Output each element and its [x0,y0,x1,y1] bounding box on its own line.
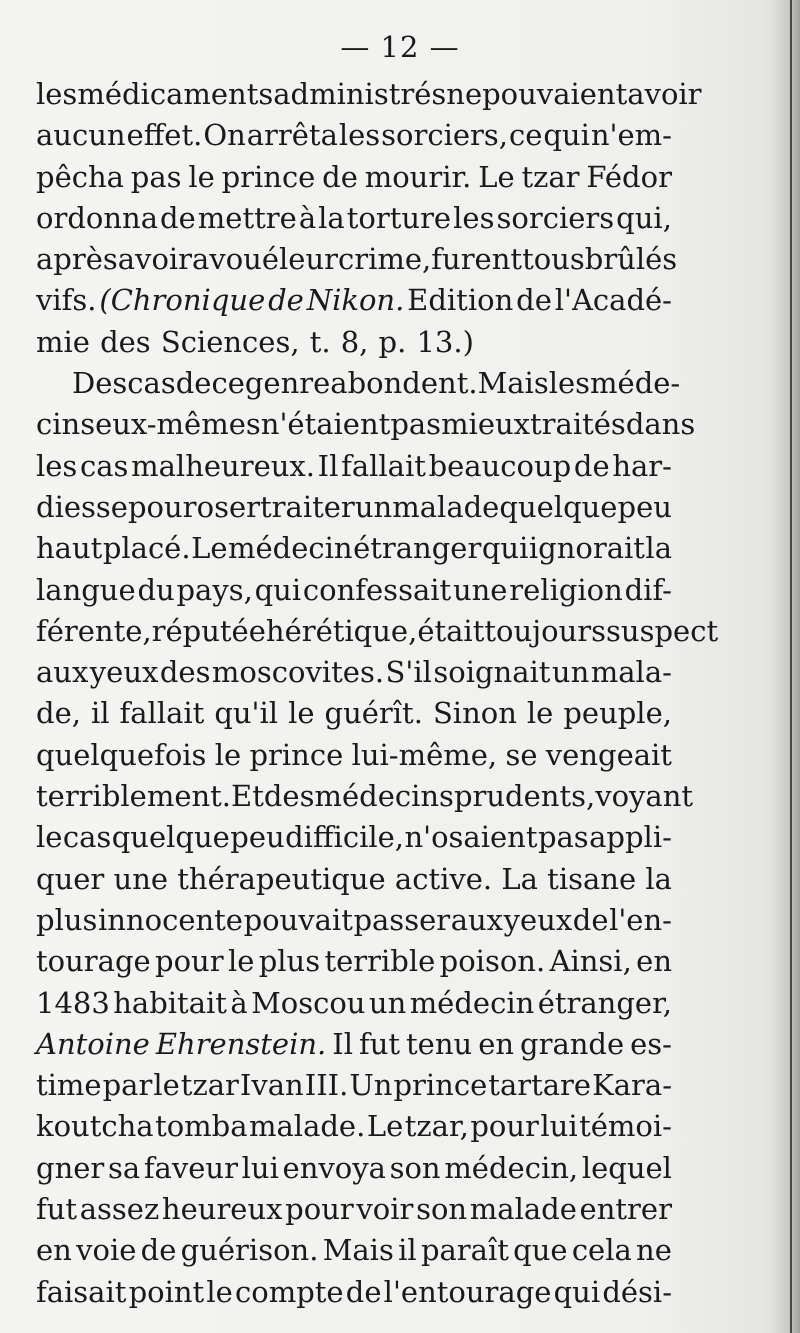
text-line: cins eux-mêmes n'étaient pas mieux traités dans [36,407,696,442]
text-line: pêcha pas le prince de mourir. Le tzar Fédor [36,159,672,194]
text-line: haut placé. Le médecin étranger qui ignorait la [36,531,672,566]
body-text [36,74,719,1313]
text-line: aux yeux des moscovites. S'il soignait un mala- [36,655,672,690]
text-line: après avoir avoué leur crime, furent tous brûlés [36,242,678,277]
text-line: les médicaments administrés ne pouvaient avoir [36,77,702,111]
text-line: langue du pays, qui confessait une religion dif- [36,572,672,607]
text-line: les cas malheureux. Il fallait beaucoup de har- [36,448,672,483]
page-number: — 12 — [340,30,460,64]
text-line: 1483 habitait à Moscou un médecin étranger, [36,985,672,1020]
text-line: terriblement. Et des médecins prudents, voyant [36,779,694,814]
text-line: tourage pour le plus terrible poison. Ainsi, en [36,944,672,979]
text-line: le cas quelque peu difficile, n'osaient pas appli- [36,820,672,855]
text-line: Des cas de ce genre abondent. Mais les méde- [72,366,681,401]
text-line: quelquefois le prince lui-même, se vengeait [36,737,672,772]
text-line: aucun effet. On arrêta les sorciers, ce qui n'em- [36,118,672,153]
text-line: de, il fallait qu'il le guérît. Sinon le peuple, [36,696,672,731]
text-line: plus innocente pouvait passer aux yeux de l'en- [36,902,672,937]
text-line: faisait point le compte de l'entourage qui dési- [36,1274,672,1309]
text-line: en voie de guérison. Mais il paraît que cela ne [36,1233,672,1268]
text-line: Antoine Ehrenstein. Il fut tenu en grande es- [36,1026,672,1061]
text-line: koutcha tomba malade. Le tzar, pour lui témoi- [36,1109,672,1144]
text-line: time par le tzar Ivan III. Un prince tartare Kara- [36,1068,672,1103]
text-line: quer une thérapeutique active. La tisane la [36,861,672,896]
text-line: diesse pour oser traiter un malade quelque peu [36,489,672,524]
text-line: ordonna de mettre à la torture les sorciers qui, [36,200,672,235]
text-line: gner sa faveur lui envoya son médecin, lequel [36,1150,672,1185]
text-line: vifs. (Chronique de Nikon. Edition de l'Acadé- [36,283,672,318]
text-line: fut assez heureux pour voir son malade entrer [36,1192,672,1227]
page-edge-line [790,0,792,1333]
text-line: mie des Sciences, t. 8, p. 13.) [36,324,474,359]
page-edge-shadow [770,0,800,1333]
text-line: férente, réputée hérétique, était toujours suspect [36,613,719,648]
